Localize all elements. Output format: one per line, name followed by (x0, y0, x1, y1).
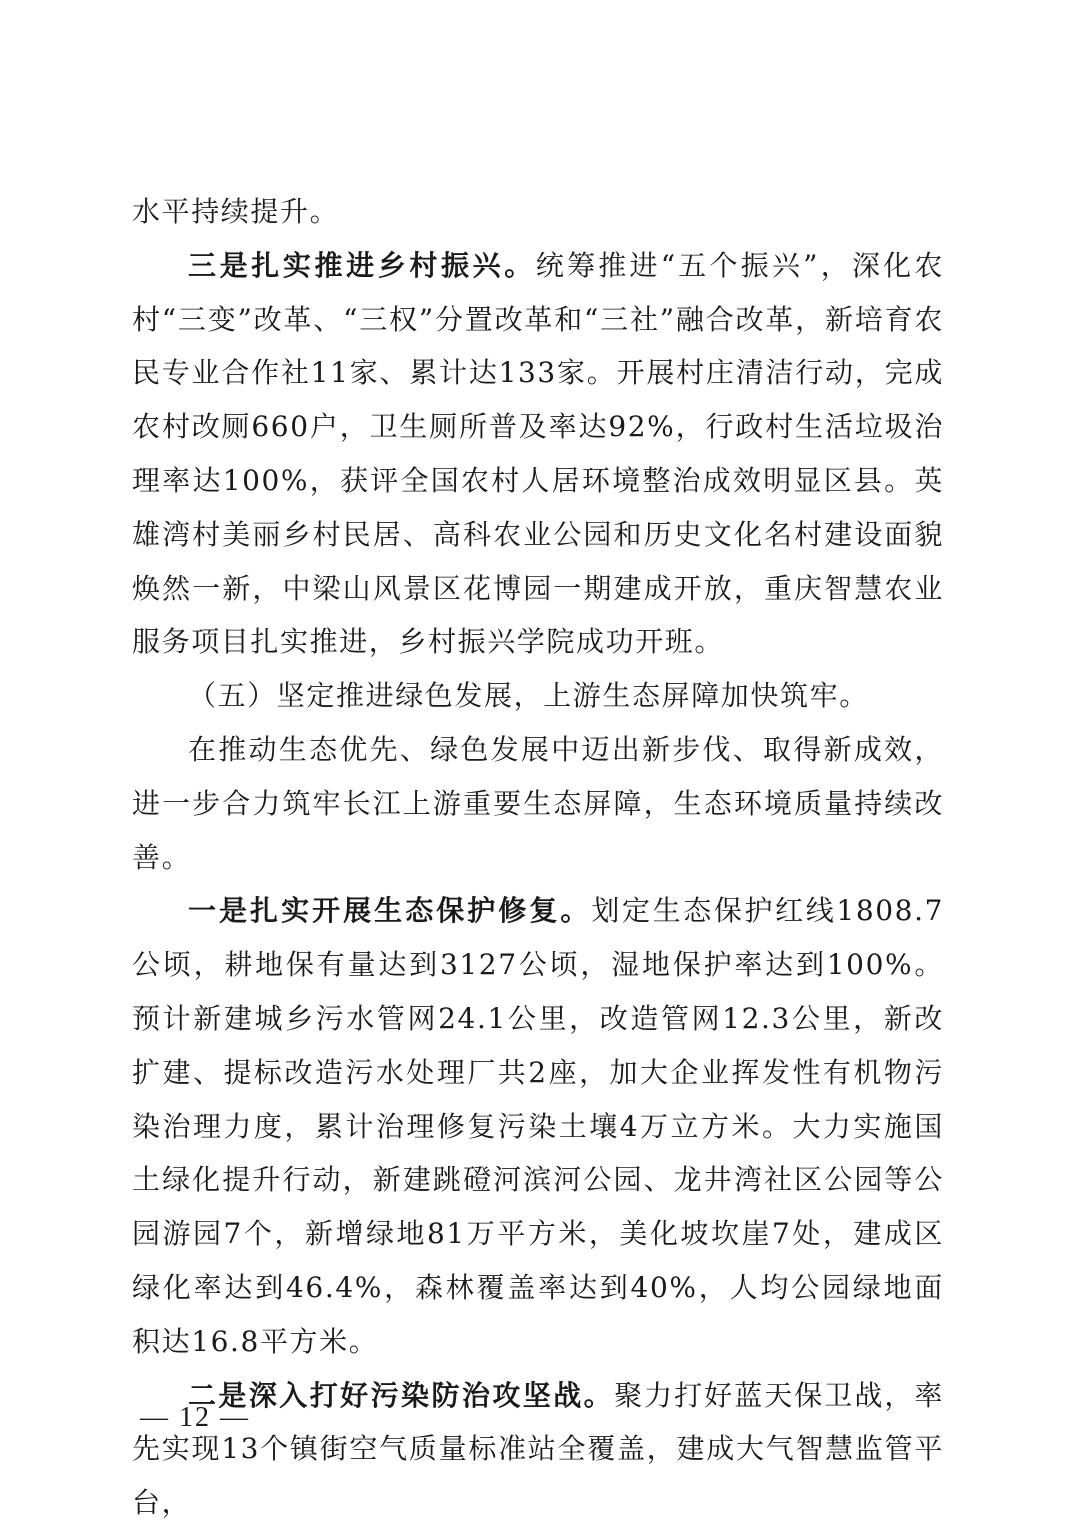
page-number: — 12 — (140, 1402, 250, 1433)
paragraph-lead: 一是扎实开展生态保护修复。 (188, 894, 592, 928)
paragraph-text: 水平持续提升。 (132, 195, 340, 228)
paragraph-continuation (132, 185, 944, 239)
paragraph-intro (132, 723, 944, 884)
paragraph-text: 划定生态保护红线1808.7公顷，耕地保有量达到3127公顷，湿地保护率达到100%。预计新建城乡污水管网24.1公里，改造管网12.3公里，新改扩建、提标改造污水处理厂共2座，加大企业挥发性有机物污染治理力度，累计治理修复污染土壤4万立方米。大力实施国土绿化提升行动，新建跳磴河滨河公园、龙井湾社区公园等公园游园7个，新增绿地81万平方米，美化坡坎崖7处，建成区绿化率达到46.4%，森林覆盖率达到40%，人均公园绿地面积达16.8平方米。 (132, 894, 944, 1358)
paragraph-lead: 二是深入打好污染防治攻坚战。 (188, 1378, 615, 1412)
paragraph-rural-revitalization (132, 239, 944, 669)
paragraph-lead: 三是扎实推进乡村振兴。 (188, 248, 536, 282)
paragraph-text: 统筹推进“五个振兴”，深化农村“三变”改革、“三权”分置改革和“三社”融合改革，新培育农民专业合作社11家、累计达133家。开展村庄清洁行动，完成农村改厕660户，卫生厕所普及率达92%，行政村生活垃圾治理率达100%，获评全国农村人居环境整治成效明显区县。英雄湾村美丽乡村民居、高科农业公园和历史文化名村建设面貌焕然一新，中梁山风景区花博园一期建成开放，重庆智慧农业服务项目扎实推进，乡村振兴学院成功开班。 (132, 248, 944, 659)
section-heading: （五）坚定推进绿色发展，上游生态屏障加快筑牢。 (188, 679, 869, 713)
paragraph-ecological-protection (132, 884, 944, 1368)
paragraph-pollution-control (132, 1369, 944, 1530)
document-body (132, 185, 944, 1530)
paragraph-text: 在推动生态优先、绿色发展中迈出新步伐、取得新成效，进一步合力筑牢长江上游重要生态屏障，生态环境质量持续改善。 (132, 732, 944, 874)
paragraph-text: 聚力打好蓝天保卫战，率先实现13个镇街空气质量标准站全覆盖，建成大气智慧监管平台， (132, 1378, 944, 1520)
